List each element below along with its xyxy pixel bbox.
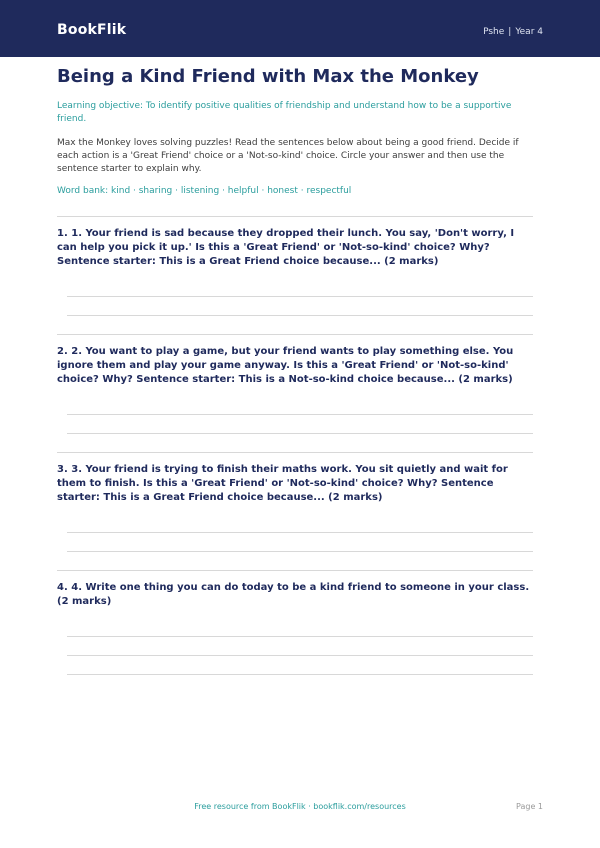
word-bank: Word bank: kind · sharing · listening · helpful · honest · respectful	[57, 186, 352, 196]
subject-label: Pshe	[483, 27, 505, 37]
question-4	[57, 570, 533, 675]
answer-line	[67, 433, 533, 434]
question-2	[57, 334, 533, 434]
question-3	[57, 452, 533, 552]
answer-area[interactable]	[57, 532, 533, 552]
instructions: Max the Monkey loves solving puzzles! Read the sentences below about being a good friend. Decide if each action is a 'Great Friend' choice or a 'Not-so-kind' choice. Circle your answer and then use the sentence starter to explain why.	[57, 138, 519, 174]
year-label: Year 4	[515, 27, 543, 37]
answer-line	[67, 674, 533, 675]
meta-separator: |	[508, 27, 512, 37]
brand-logo: BookFlik	[57, 22, 127, 38]
answer-line	[67, 532, 533, 533]
page-number: Page 1	[516, 802, 543, 811]
answer-area[interactable]	[57, 414, 533, 434]
question-1	[57, 216, 533, 316]
page-title: Being a Kind Friend with Max the Monkey	[57, 66, 479, 87]
footer-credit[interactable]: Free resource from BookFlik · bookflik.com/resources	[194, 802, 406, 811]
header-meta	[483, 27, 543, 37]
answer-line	[67, 636, 533, 637]
answer-line	[67, 551, 533, 552]
question-text: 4. 4. Write one thing you can do today to be a kind friend to someone in your class. (2 marks)	[57, 582, 530, 607]
answer-line	[67, 315, 533, 316]
answer-area[interactable]	[57, 636, 533, 675]
answer-line	[67, 655, 533, 656]
answer-area[interactable]	[57, 296, 533, 316]
question-text: 1. 1. Your friend is sad because they dropped their lunch. You say, 'Don't worry, I can help you pick it up.' Is this a 'Great Friend' or 'Not-so-kind' choice? Why? Sentence starter: This is a Great Friend choice because... (2 marks)	[57, 228, 515, 267]
learning-objective: Learning objective: To identify positive qualities of friendship and understand how to be a supportive friend.	[57, 101, 512, 124]
question-text: 3. 3. Your friend is trying to finish their maths work. You sit quietly and wait for them to finish. Is this a 'Great Friend' or 'Not-so-kind' choice? Why? Sentence starter: This is a Great Friend choice because... (2 marks)	[57, 464, 508, 503]
page-footer	[0, 801, 600, 813]
worksheet-content	[57, 66, 533, 693]
question-text: 2. 2. You want to play a game, but your friend wants to play something else. You ignore them and play your game anyway. Is this a 'Great Friend' or 'Not-so-kind' choice? Why? Sentence starter: This is a Not-so-kind choice because... (2 marks)	[57, 346, 514, 385]
answer-line	[67, 414, 533, 415]
page-header	[0, 0, 600, 57]
answer-line	[67, 296, 533, 297]
